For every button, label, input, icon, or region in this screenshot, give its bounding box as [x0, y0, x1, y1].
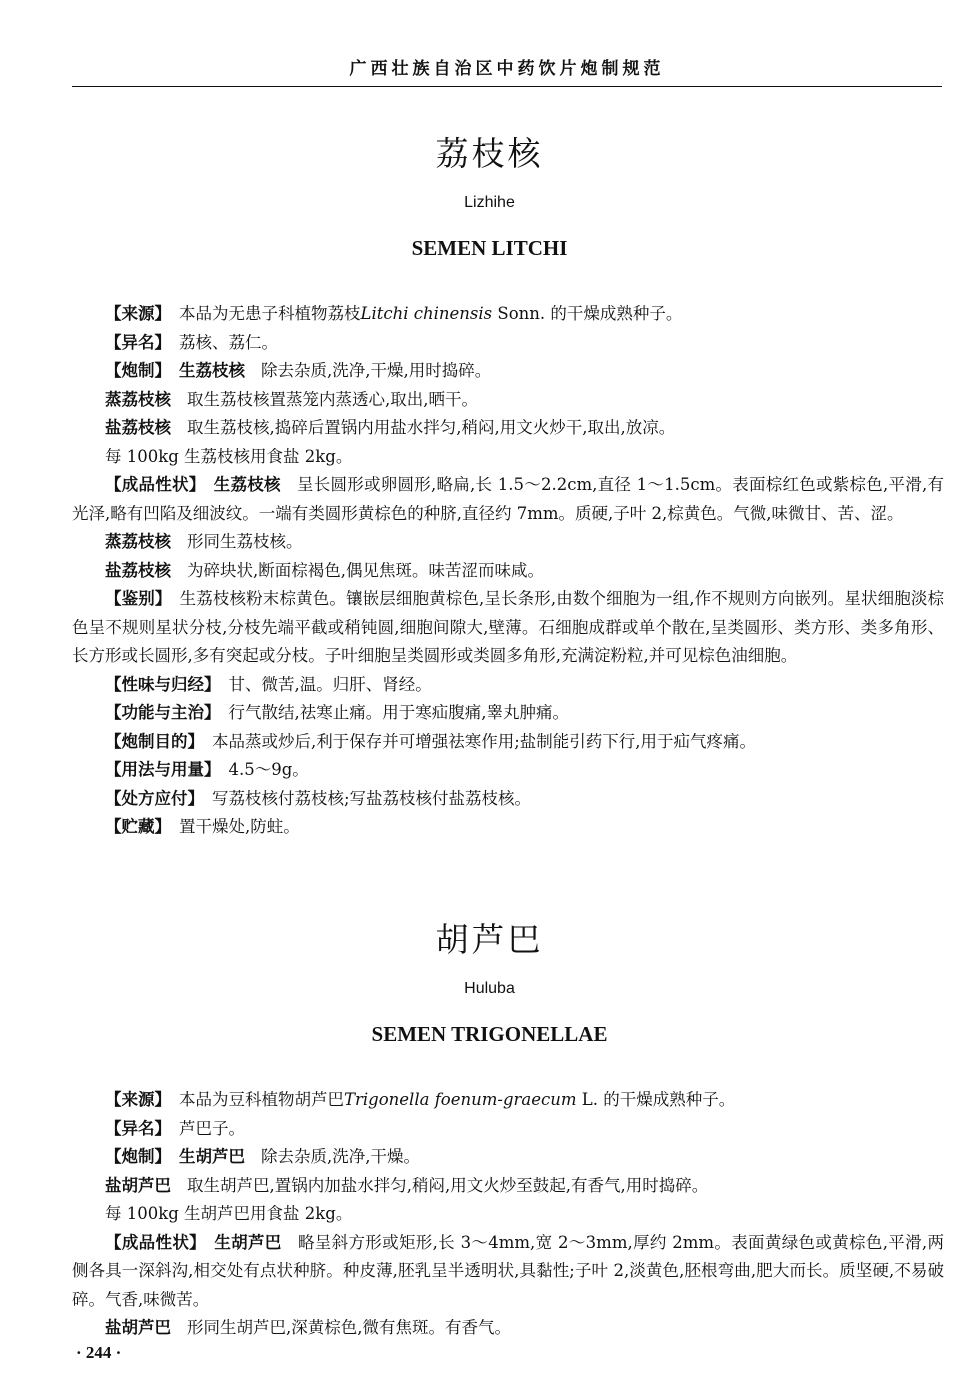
- source-text-end: L. 的干燥成熟种子。: [576, 1090, 736, 1109]
- salted-char-text: 为碎块状,断面棕褐色,偶见焦斑。味苦涩而味咸。: [187, 560, 544, 580]
- processing-text: 除去杂质,洗净,干燥,用时捣碎。: [261, 361, 492, 380]
- processing-paragraph: [72, 357, 944, 386]
- identification-text: 生荔枝核粉末棕黄色。镶嵌层细胞黄棕色,呈长条形,由数个细胞为一组,作不规则方向嵌列。星状细胞淡棕色呈不规则星状分枝,分枝先端平截或稍钝圆,细胞间隙大,壁薄。石细胞成群或单个散在,呈类圆形、类方形、类多角形、长方形或长圆形,多有突起或分枝。子叶细胞呈类圆形或类圆多角形,充满淀粉粒,并可见棕色油细胞。: [72, 589, 944, 665]
- nature-meridian-text: 甘、微苦,温。归肝、肾经。: [228, 674, 432, 694]
- salted-processing-paragraph: [72, 1172, 944, 1201]
- salted-subtitle: 盐胡芦巴: [105, 1175, 171, 1195]
- usage-dosage-paragraph: [72, 756, 944, 785]
- steamed-char-subtitle: 蒸荔枝核: [105, 532, 171, 551]
- characteristics-text: 略呈斜方形或矩形,长 3～4mm,宽 2～3mm,厚约 2mm。表面黄绿色或黄棕色,平滑,两侧各具一深斜沟,相交处有点状种脐。种皮薄,胚乳呈半透明状,具黏性;子叶 2,淡黄色,胚根弯曲,肥大而长。质坚硬,不易破碎。气香,味微苦。: [72, 1232, 945, 1309]
- salt-ratio-note: 每 100kg 生胡芦巴用食盐 2kg。: [105, 1204, 353, 1223]
- characteristics-paragraph: [72, 471, 944, 528]
- alias-text: 荔核、荔仁。: [179, 332, 278, 352]
- characteristics-text: 呈长圆形或卵圆形,略扁,长 1.5～2.2cm,直径 1～1.5cm。表面棕红色或紫棕色,平滑,有光泽,略有凹陷及细波纹。一端有类圆形黄棕色的种脐,直径约 7mm。质硬,子叶 2,棕黄色。气微,味微甘、苦、涩。: [72, 475, 945, 523]
- salted-char-text: 形同生胡芦巴,深黄棕色,微有焦斑。有香气。: [187, 1318, 511, 1337]
- salted-char-subtitle: 盐胡芦巴: [105, 1318, 171, 1337]
- characteristics-paragraph: [72, 1229, 944, 1315]
- usage-dosage-text: 4.5～9g。: [228, 760, 309, 779]
- storage-text: 置干燥处,防蛀。: [179, 817, 300, 836]
- steamed-text: 取生荔枝核置蒸笼内蒸透心,取出,晒干。: [187, 389, 478, 409]
- characteristics-label: 【成品性状】: [105, 475, 206, 494]
- storage-paragraph: [72, 813, 944, 842]
- salt-ratio-note: 每 100kg 生荔枝核用食盐 2kg。: [105, 446, 353, 466]
- source-text: 本品为无患子科植物荔枝: [179, 304, 361, 323]
- function-indication-text: 行气散结,祛寒止痛。用于寒疝腹痛,睾丸肿痛。: [228, 703, 569, 722]
- running-head: 广西壮族自治区中药饮片炮制规范: [349, 59, 665, 79]
- nature-meridian-paragraph: [72, 671, 944, 700]
- alias-label: 【异名】: [105, 1118, 171, 1138]
- characteristics-label: 【成品性状】: [105, 1232, 206, 1252]
- usage-dosage-label: 【用法与用量】: [105, 760, 221, 779]
- source-label: 【来源】: [105, 304, 171, 323]
- characteristics-subtitle: 生胡芦巴: [213, 1232, 282, 1252]
- prescription-paragraph: [72, 785, 944, 814]
- processing-label: 【炮制】: [105, 1147, 171, 1166]
- source-paragraph: [72, 1086, 944, 1115]
- salted-characteristics-paragraph: [72, 557, 944, 586]
- header-rule: [72, 86, 942, 87]
- processing-purpose-label: 【炮制目的】: [105, 731, 204, 751]
- salted-char-subtitle: 盐荔枝核: [105, 560, 171, 580]
- alias-label: 【异名】: [105, 332, 171, 352]
- source-label: 【来源】: [105, 1090, 171, 1109]
- processing-purpose-text: 本品蒸或炒后,利于保存并可增强祛寒作用;盐制能引药下行,用于疝气疼痛。: [212, 731, 757, 751]
- processing-subtitle: 生荔枝核: [179, 361, 245, 380]
- salted-text: 取生胡芦巴,置锅内加盐水拌匀,稍闷,用文火炒至鼓起,有香气,用时捣碎。: [187, 1175, 709, 1195]
- salted-processing-paragraph: [72, 414, 944, 443]
- entry-body-huluba: [72, 1086, 944, 1343]
- species-name: Litchi chinensis: [360, 304, 493, 323]
- salted-characteristics-paragraph: [72, 1314, 944, 1343]
- entry-title: 荔枝核: [435, 134, 544, 173]
- steamed-characteristics-paragraph: [72, 528, 944, 557]
- processing-label: 【炮制】: [105, 361, 171, 380]
- entry-pinyin: Lizhihe: [464, 194, 515, 211]
- alias-paragraph: [72, 1115, 944, 1144]
- alias-paragraph: [72, 329, 944, 358]
- source-paragraph: [72, 300, 944, 329]
- entry-body-lizhihe: [72, 300, 944, 842]
- processing-purpose-paragraph: [72, 728, 944, 757]
- alias-text: 芦巴子。: [179, 1118, 245, 1138]
- steamed-subtitle: 蒸荔枝核: [105, 389, 171, 409]
- entry-latin-name: SEMEN LITCHI: [411, 236, 568, 260]
- page-number: · 244 ·: [76, 1343, 122, 1362]
- function-indication-label: 【功能与主治】: [105, 703, 221, 722]
- salted-subtitle: 盐荔枝核: [105, 418, 171, 437]
- processing-subtitle: 生胡芦巴: [179, 1147, 245, 1166]
- processing-paragraph: [72, 1143, 944, 1172]
- source-text: 本品为豆科植物胡芦巴: [179, 1090, 344, 1109]
- characteristics-subtitle: 生荔枝核: [213, 475, 281, 494]
- steamed-char-text: 形同生荔枝核。: [187, 532, 303, 551]
- storage-label: 【贮藏】: [105, 817, 171, 836]
- nature-meridian-label: 【性味与归经】: [105, 674, 221, 694]
- species-name: Trigonella foenum-graecum: [344, 1090, 577, 1109]
- identification-paragraph: [72, 585, 944, 671]
- entry-title: 胡芦巴: [435, 920, 544, 959]
- salted-text: 取生荔枝核,捣碎后置锅内用盐水拌匀,稍闷,用文火炒干,取出,放凉。: [187, 418, 676, 437]
- prescription-label: 【处方应付】: [105, 788, 204, 808]
- identification-label: 【鉴别】: [105, 589, 172, 608]
- processing-text: 除去杂质,洗净,干燥。: [261, 1147, 420, 1166]
- entry-pinyin: Huluba: [464, 980, 515, 997]
- entry-latin-name: SEMEN TRIGONELLAE: [371, 1022, 608, 1046]
- steamed-processing-paragraph: [72, 386, 944, 415]
- function-indication-paragraph: [72, 699, 944, 728]
- source-text-end: Sonn. 的干燥成熟种子。: [492, 304, 683, 323]
- prescription-text: 写荔枝核付荔枝核;写盐荔枝核付盐荔枝核。: [212, 788, 532, 808]
